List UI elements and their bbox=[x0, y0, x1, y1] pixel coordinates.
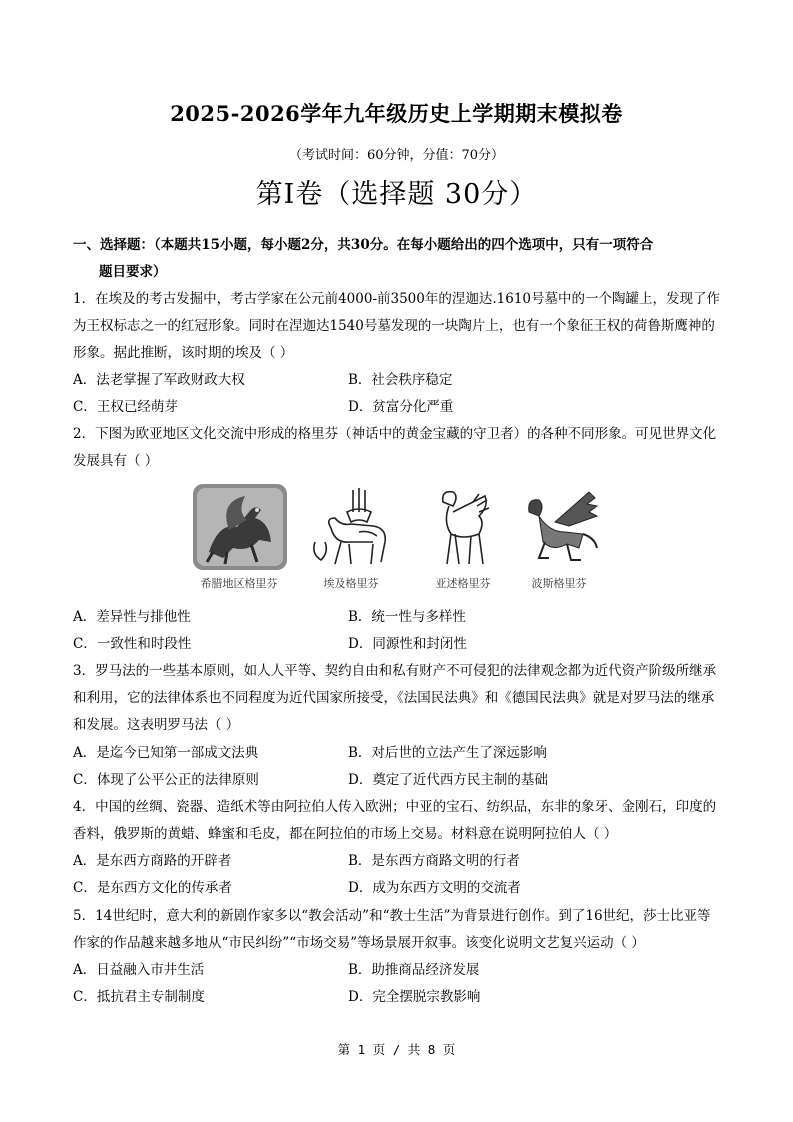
question-3-option-b: B．对后世的立法产生了深远影响 bbox=[348, 745, 547, 761]
question-2-options bbox=[73, 604, 723, 658]
question-2-stem: 2．下图为欧亚地区文化交流中形成的格里芬（神话中的黄金宝藏的守卫者）的各种不同形象。可见世界文化发展具有（ ） bbox=[73, 426, 717, 469]
section-heading-line1: 一、选择题：（本题共15小题，每小题2分，共30分。在每小题给出的四个选项中，只有一项符合 bbox=[73, 237, 654, 253]
question-1-option-c: C．王权已经萌芽 bbox=[73, 399, 178, 415]
question-4-option-a: A．是东西方商路的开辟者 bbox=[73, 853, 232, 869]
griffin-figures bbox=[183, 482, 609, 592]
question-1-options bbox=[73, 367, 723, 421]
question-3-options bbox=[73, 740, 723, 794]
figure-caption-3: 亚述格里芬 bbox=[435, 577, 491, 590]
figure-assyria-griffin bbox=[413, 482, 513, 592]
question-5-option-c: C．抵抗君主专制制度 bbox=[73, 989, 205, 1005]
question-2-option-c: C．一致性和时段性 bbox=[73, 636, 192, 652]
question-1-option-d: D．贫富分化严重 bbox=[348, 399, 454, 415]
question-3-option-a: A．是迄今已知第一部成文法典 bbox=[73, 745, 259, 761]
exam-title: 2025-2026学年九年级历史上学期期末模拟卷 bbox=[170, 101, 623, 126]
question-4-option-b: B．是东西方商路文明的行者 bbox=[348, 853, 520, 869]
question-1-stem: 1．在埃及的考古发掘中，考古学家在公元前4000-前3500年的涅迦达.1610号墓中的一个陶罐上，发现了作为王权标志之一的红冠形象。同时在涅迦达1540号墓发现的一块陶片上，也有一个象征王权的荷鲁斯鹰神的形象。据此推断，该时期的埃及（ ） bbox=[73, 291, 721, 361]
question-4-option-c: C．是东西方文化的传承者 bbox=[73, 880, 232, 896]
question-4-options bbox=[73, 848, 723, 902]
page-footer: 第 1 页 / 共 8 页 bbox=[337, 1042, 456, 1057]
figure-egypt-griffin bbox=[301, 482, 401, 592]
question-2-option-b: B．统一性与多样性 bbox=[348, 609, 466, 625]
part-title: 第I卷（选择题 30分） bbox=[255, 179, 538, 210]
figure-greek-griffin bbox=[189, 482, 289, 592]
question-4-option-d: D．成为东西方文明的交流者 bbox=[348, 880, 521, 896]
section-heading-line2: 题目要求） bbox=[99, 264, 167, 280]
figure-caption-1: 希腊地区格里芬 bbox=[200, 577, 278, 590]
question-3-option-c: C．体现了公平公正的法律原则 bbox=[73, 772, 259, 788]
figure-persia-griffin bbox=[509, 482, 609, 592]
question-2-option-a: A．差异性与排他性 bbox=[73, 609, 191, 625]
question-5-options bbox=[73, 957, 723, 1011]
question-5-option-b: B．助推商品经济发展 bbox=[348, 962, 480, 978]
question-3-stem: 3．罗马法的一些基本原则，如人人平等、契约自由和私有财产不可侵犯的法律观念都为近代资产阶级所继承和利用，它的法律体系也不同程度为近代国家所接受，《法国民法典》和《德国民法典》就是对罗马法的继承和发展。这表明罗马法（ ） bbox=[73, 663, 717, 733]
figure-caption-2: 埃及格里芬 bbox=[323, 577, 379, 590]
persia-griffin-image bbox=[509, 482, 609, 572]
question-5-option-d: D．完全摆脱宗教影响 bbox=[348, 989, 481, 1005]
question-1-option-b: B．社会秩序稳定 bbox=[348, 372, 453, 388]
question-3-option-d: D．奠定了近代西方民主制的基础 bbox=[348, 772, 548, 788]
question-2-option-d: D．同源性和封闭性 bbox=[348, 636, 467, 652]
question-5-stem: 5．14世纪时，意大利的新剧作家多以“教会活动”和“教士生活”为背景进行创作。到了16世纪，莎士比亚等作家的作品越来越多地从“市民纠纷”“市场交易”等场景展开叙事。该变化说明文艺复兴运动（ ） bbox=[73, 908, 711, 951]
exam-subtitle: （考试时间：60分钟，分值：70分） bbox=[288, 148, 505, 163]
egypt-griffin-image bbox=[301, 482, 401, 572]
question-1-option-a: A．法老掌握了军政财政大权 bbox=[73, 372, 245, 388]
figure-caption-4: 波斯格里芬 bbox=[531, 577, 587, 590]
section-heading bbox=[73, 232, 723, 286]
question-4-stem: 4．中国的丝绸、瓷器、造纸术等由阿拉伯人传入欧洲；中亚的宝石、纺织品，东非的象牙、金刚石，印度的香料，俄罗斯的黄蜡、蜂蜜和毛皮，都在阿拉伯的市场上交易。材料意在说明阿拉伯人（ ） bbox=[73, 799, 717, 842]
assyria-griffin-image bbox=[413, 482, 513, 572]
question-5-option-a: A．日益融入市井生活 bbox=[73, 962, 205, 978]
greek-griffin-image bbox=[189, 482, 289, 572]
